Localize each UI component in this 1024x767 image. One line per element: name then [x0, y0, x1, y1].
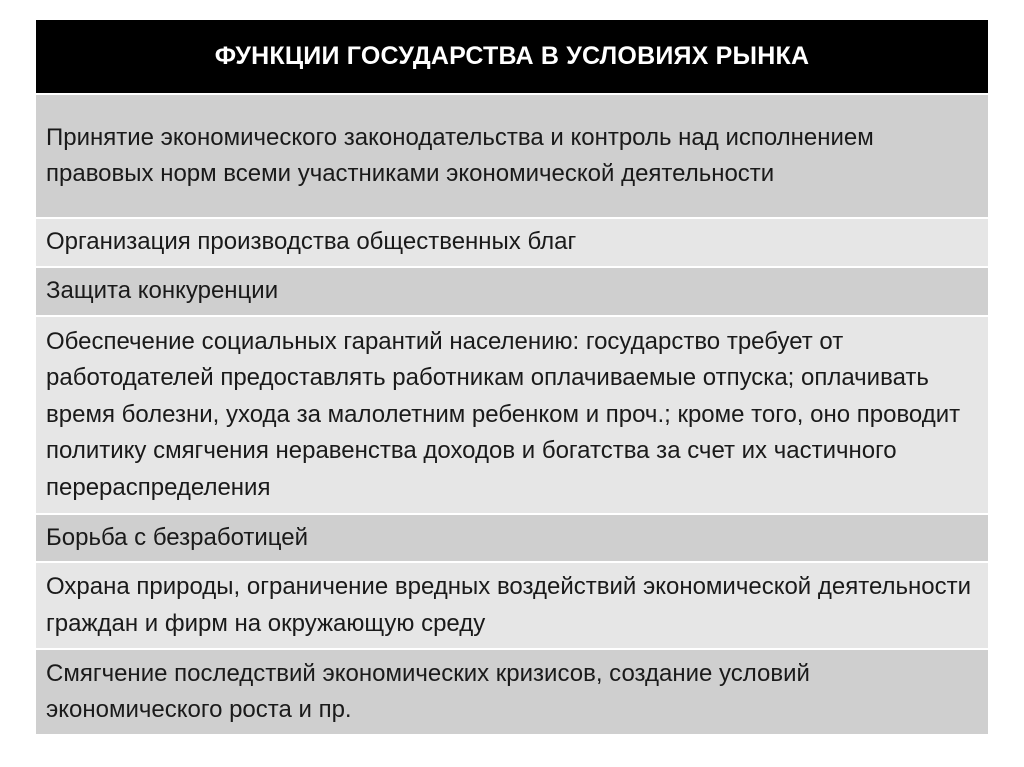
row-text: Обеспечение социальных гарантий населению: государство требует от работодателей предоставлять работникам оплачиваемые отпуска; оплачивать время болезни, ухода за малолетним ребенком и проч.; кроме того, оно проводит политику смягчения неравенства доходов и богатства за счет их частичного перераспределения	[46, 327, 961, 501]
functions-table	[36, 20, 988, 736]
table-header	[36, 20, 988, 93]
table-row	[36, 563, 988, 648]
row-text: Защита конкуренции	[46, 277, 279, 305]
table-row	[36, 219, 988, 266]
row-text: Борьба с безработицей	[46, 523, 309, 551]
table-row	[36, 268, 988, 315]
table-row	[36, 515, 988, 561]
table-row	[36, 95, 988, 217]
row-text: Охрана природы, ограничение вредных воздействий экономической деятельности граждан и фирм на окружающую среду	[46, 573, 972, 637]
row-text: Смягчение последствий экономических кризисов, создание условий экономического роста и пр.	[46, 659, 810, 723]
table-row	[36, 650, 988, 734]
table-row	[36, 317, 988, 513]
row-text: Организация производства общественных благ	[46, 228, 577, 256]
table-title: ФУНКЦИИ ГОСУДАРСТВА В УСЛОВИЯХ РЫНКА	[214, 42, 810, 70]
row-text: Принятие экономического законодательства и контроль над исполнением правовых норм всеми участниками экономической деятельности	[46, 123, 874, 187]
